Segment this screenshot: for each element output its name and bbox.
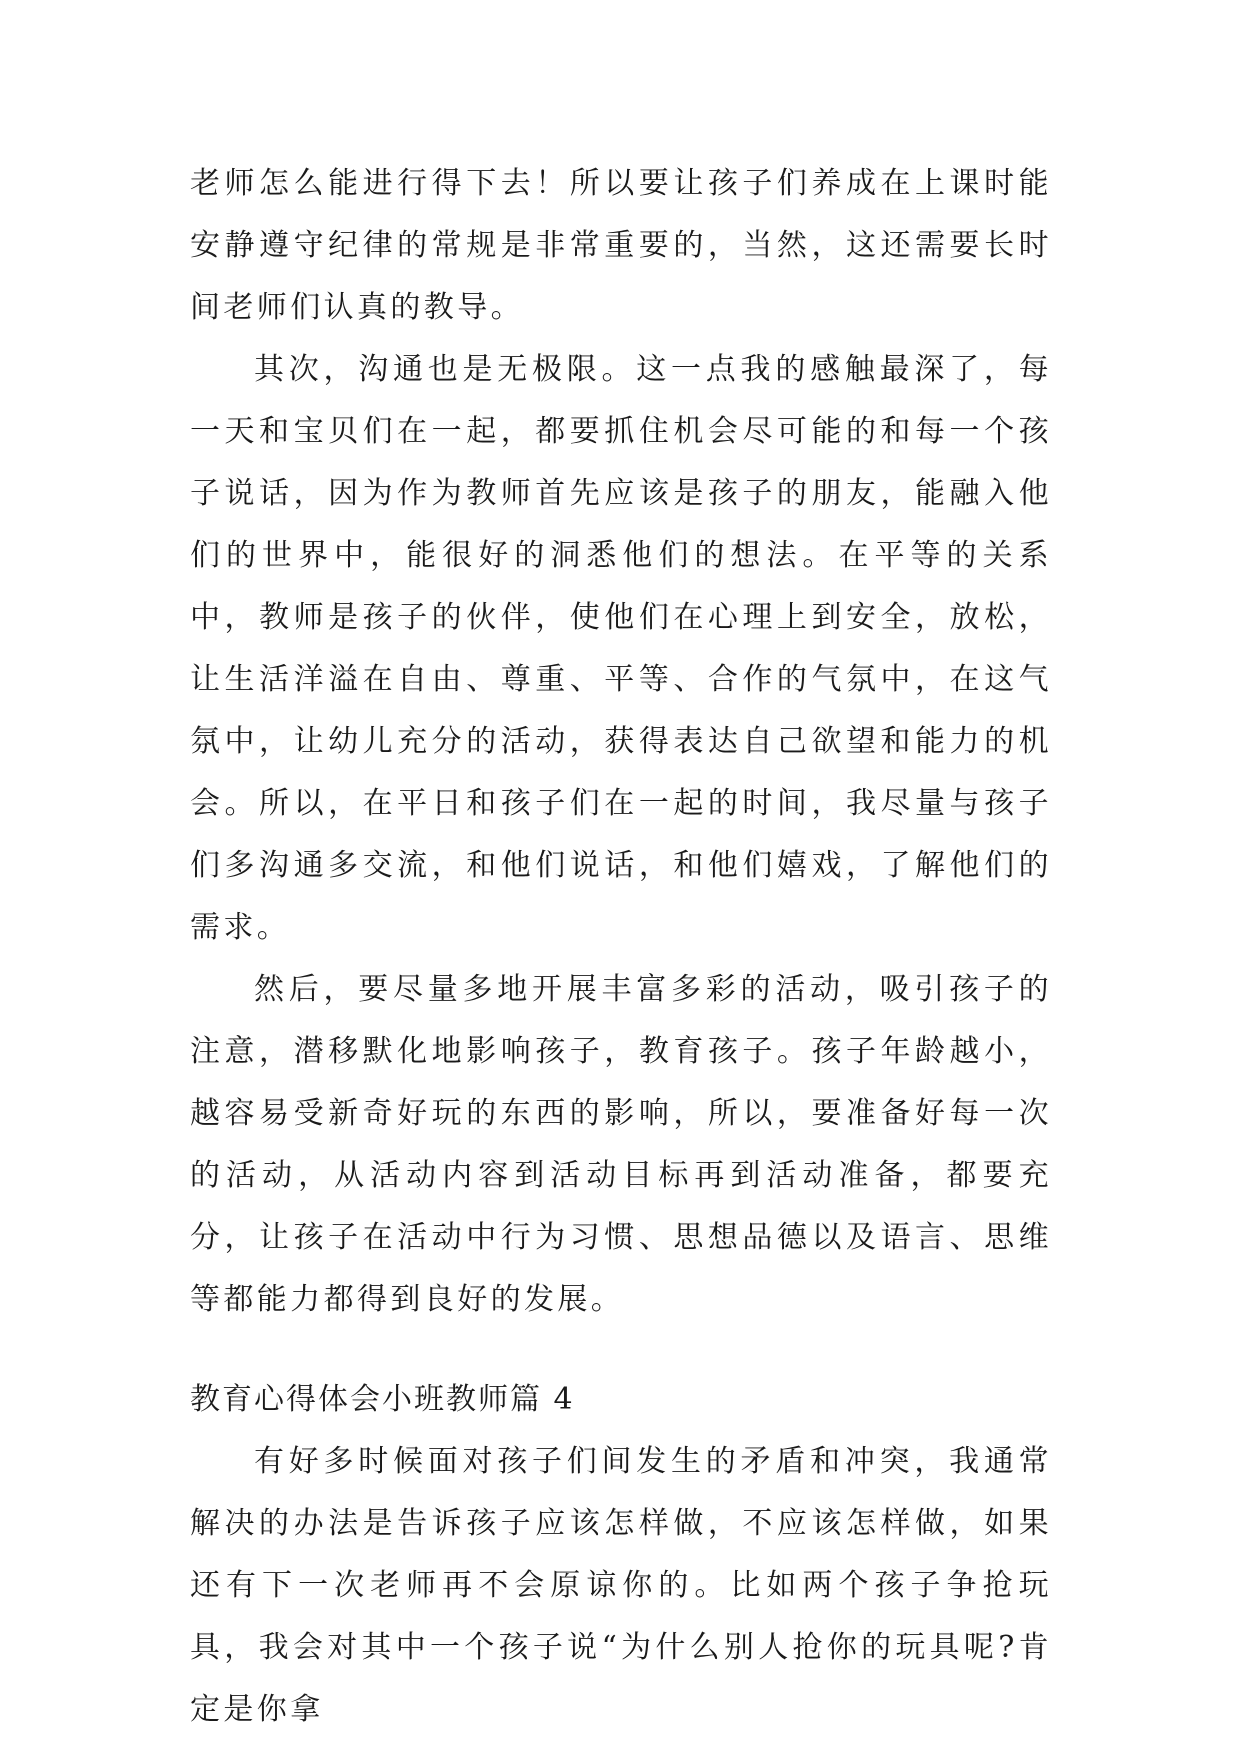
paragraph-conflicts: 有好多时候面对孩子们间发生的矛盾和冲突，我通常解决的办法是告诉孩子应该怎样做，不应该怎样做，如果还有下一次老师再不会原谅你的。比如两个孩子争抢玩具，我会对其中一个孩子说“为什么别人抢你的玩具呢?肯定是你拿 — [190, 1444, 1052, 1727]
paragraph-communication: 其次，沟通也是无极限。这一点我的感触最深了，每一天和宝贝们在一起，都要抓住机会尽可能的和每一个孩子说话，因为作为教师首先应该是孩子的朋友，能融入他们的世界中，能很好的洞悉他们的想法。在平等的关系中，教师是孩子的伙伴，使他们在心理上到安全，放松，让生活洋溢在自由、尊重、平等、合作的气氛中，在这气氛中，让幼儿充分的活动，获得表达自己欲望和能力的机会。所以，在平日和孩子们在一起的时间，我尽量与孩子们多沟通多交流，和他们说话，和他们嬉戏，了解他们的需求。 — [190, 352, 1052, 945]
paragraph-continuation: 老师怎么能进行得下去！所以要让孩子们养成在上课时能安静遵守纪律的常规是非常重要的，当然，这还需要长时间老师们认真的教导。 — [190, 166, 1052, 325]
document-page — [190, 153, 1052, 1741]
section-heading: 教育心得体会小班教师篇 4 — [190, 1382, 575, 1417]
paragraph-activities: 然后，要尽量多地开展丰富多彩的活动，吸引孩子的注意，潜移默化地影响孩子，教育孩子。孩子年龄越小，越容易受新奇好玩的东西的影响，所以，要准备好每一次的活动，从活动内容到活动目标再到活动准备，都要充分，让孩子在活动中行为习惯、思想品德以及语言、思维等都能力都得到良好的发展。 — [190, 972, 1052, 1317]
